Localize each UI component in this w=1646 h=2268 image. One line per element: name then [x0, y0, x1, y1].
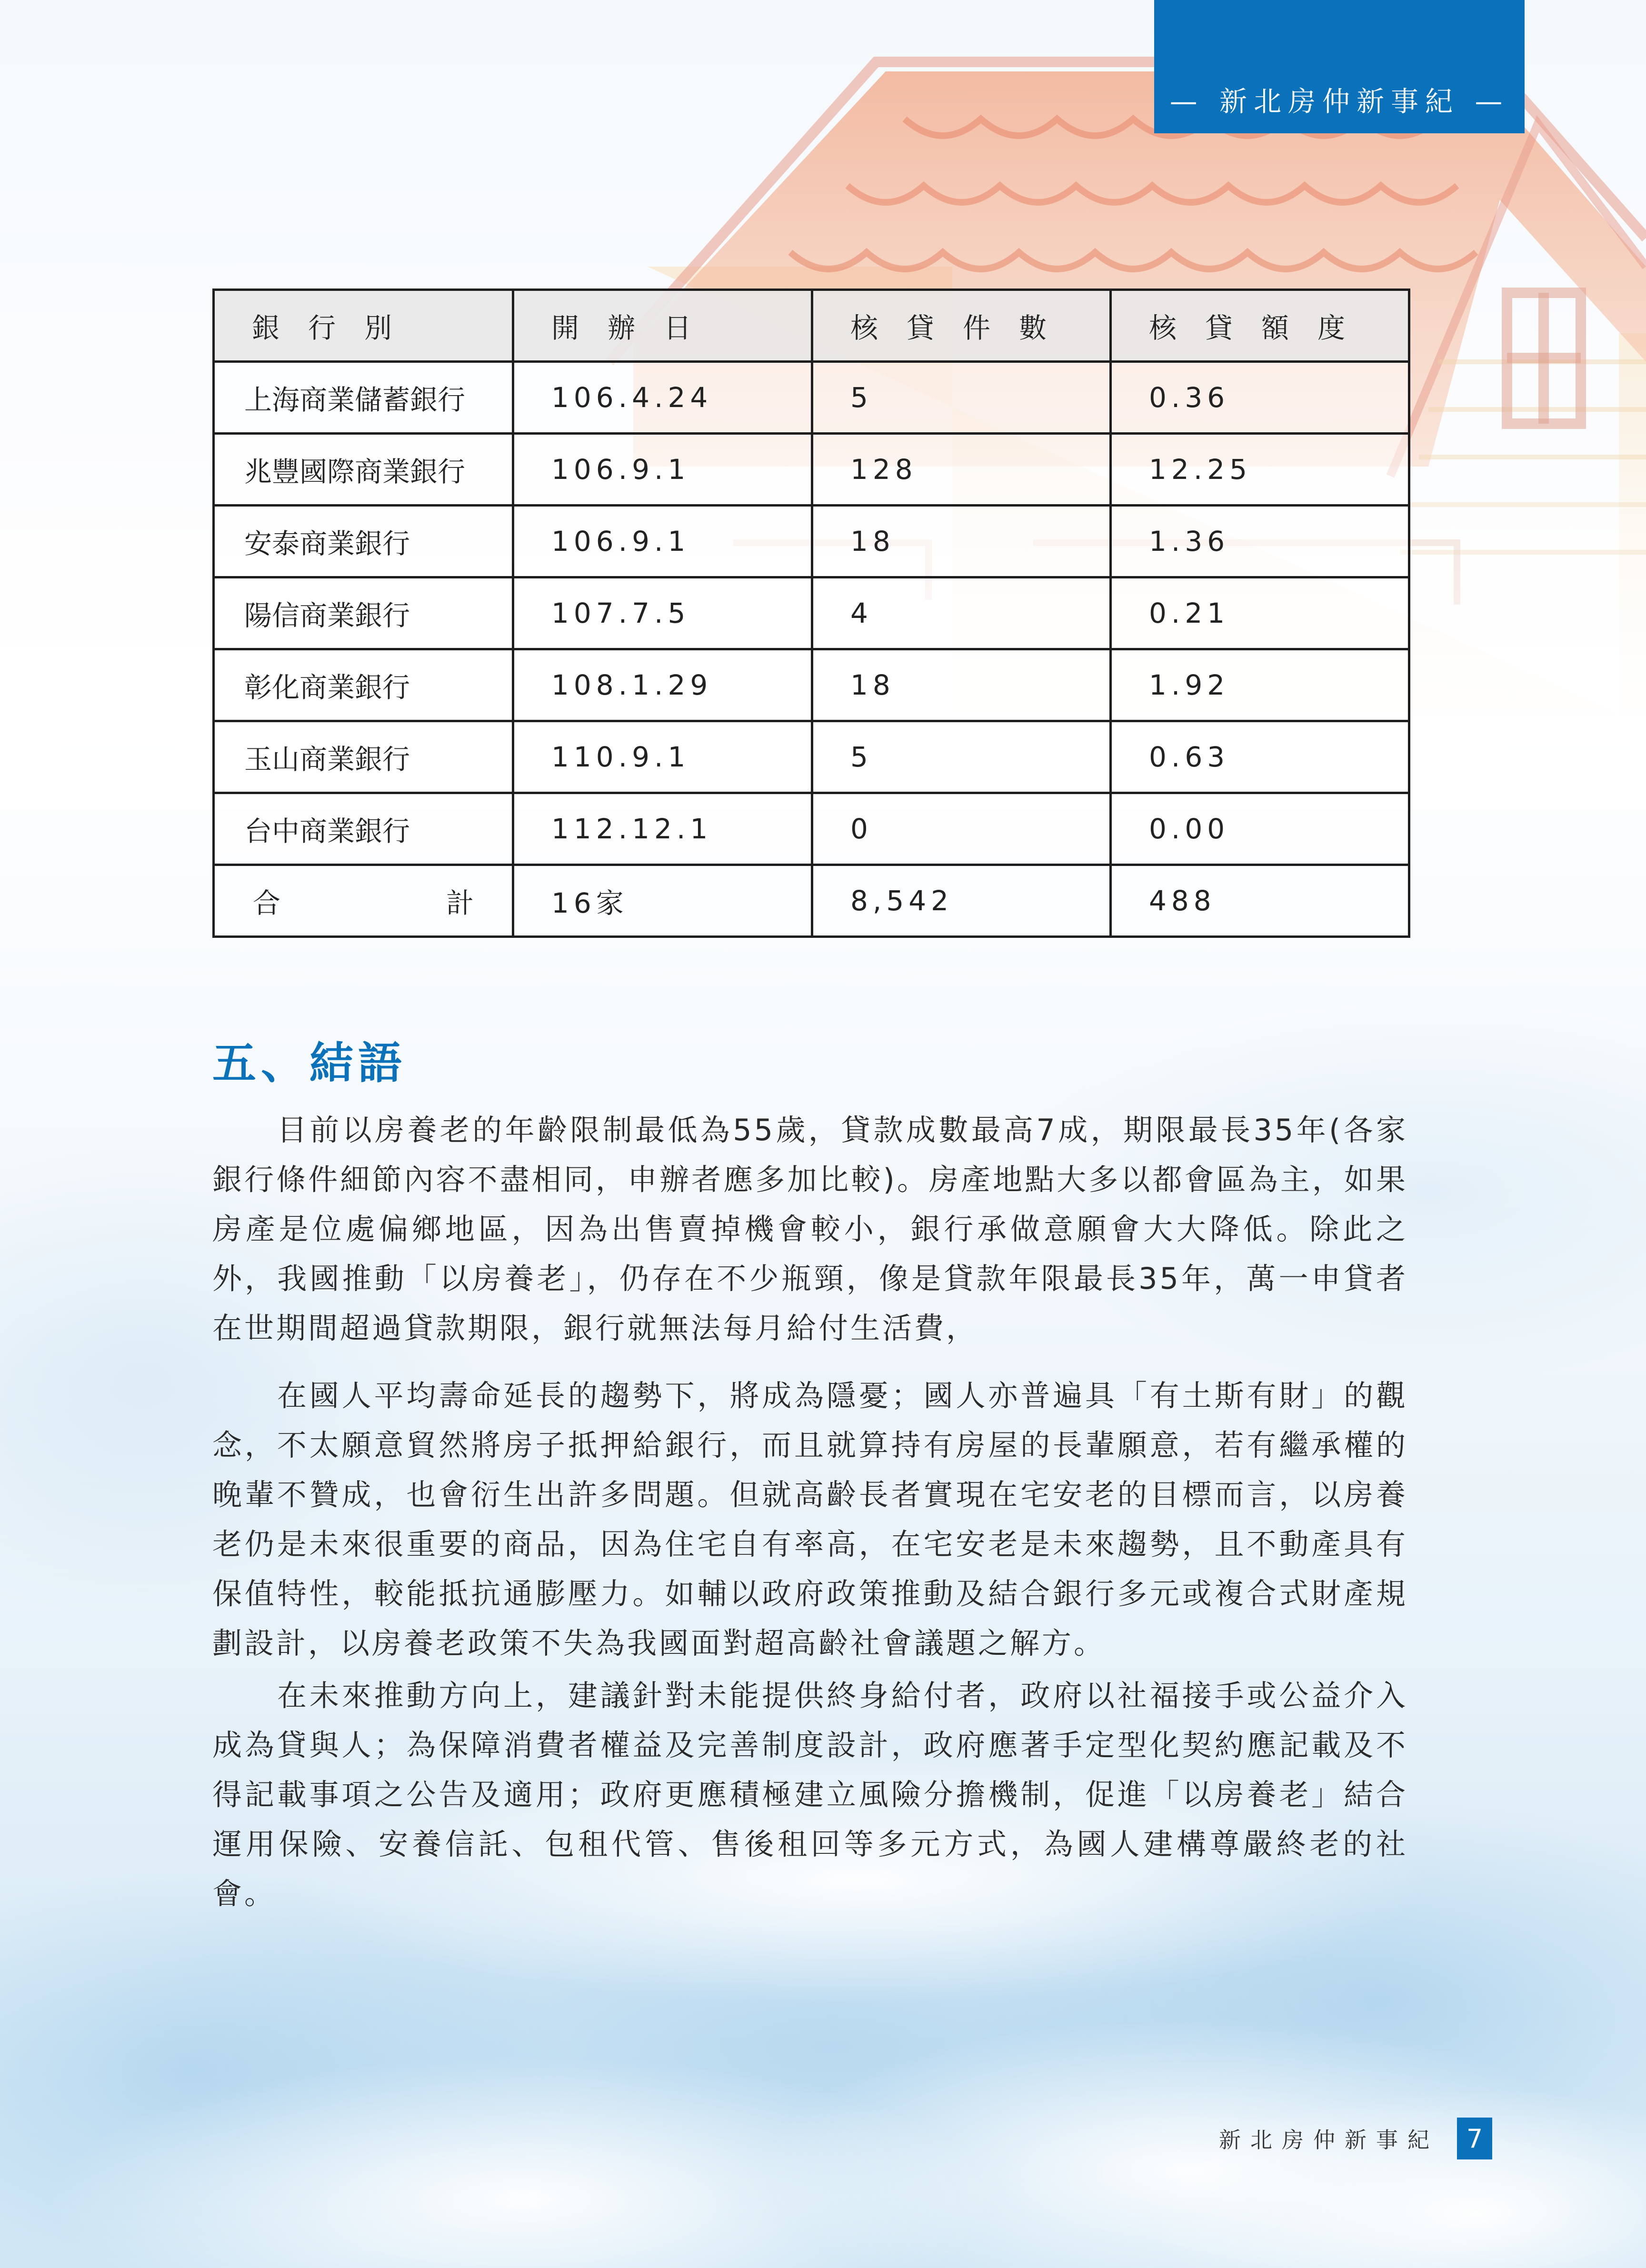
column-header: 銀行別 [214, 290, 513, 362]
loan-count-cell: 0 [812, 793, 1111, 865]
loan-count-cell: 5 [812, 721, 1111, 793]
start-date-cell: 107.7.5 [513, 577, 812, 649]
header-title: — 新北房仲新事紀 — [1169, 85, 1509, 118]
table-row [214, 577, 1409, 649]
loan-amount-cell: 1.36 [1111, 506, 1409, 577]
page-number: 7 [1457, 2118, 1492, 2159]
bank-name-cell: 彰化商業銀行 [214, 649, 513, 721]
column-header: 核貸額度 [1111, 290, 1409, 362]
table-row [214, 721, 1409, 793]
loan-amount-cell: 0.36 [1111, 362, 1409, 434]
total-label-second: 計 [446, 887, 474, 919]
table-total-row [214, 865, 1409, 937]
column-header: 核貸件數 [812, 290, 1111, 362]
loan-count-cell: 4 [812, 577, 1111, 649]
loan-amount-cell: 12.25 [1111, 434, 1409, 506]
total-bank-count-cell: 16家 [513, 865, 812, 937]
start-date-cell: 106.9.1 [513, 506, 812, 577]
table-row [214, 649, 1409, 721]
total-loan-amount-cell: 488 [1111, 865, 1409, 937]
paragraph: 在國人平均壽命延長的趨勢下，將成為隱憂；國人亦普遍具「有土斯有財」的觀念，不太願意貿然將房子抵押給銀行，而且就算持有房屋的長輩願意，若有繼承權的晚輩不贊成，也會衍生出許多問題。但就高齡長者實現在宅安老的目標而言，以房養老仍是未來很重要的商品，因為住宅自有率高，在宅安老是未來趨勢，且不動產具有保值特性，較能抵抗通膨壓力。如輔以政府政策推動及結合銀行多元或複合式財產規劃設計，以房養老政策不失為我國面對超高齡社會議題之解方。 [212, 1378, 1408, 1661]
table-row [214, 793, 1409, 865]
table-row [214, 434, 1409, 506]
loan-amount-cell: 0.00 [1111, 793, 1409, 865]
paragraph: 目前以房養老的年齡限制最低為55歲，貸款成數最高7成，期限最長35年(各家銀行條件細節內容不盡相同，申辦者應多加比較)。房產地點大多以都會區為主，如果房產是位處偏鄉地區，因為出售賣掉機會較小，銀行承做意願會大大降低。除此之外，我國推動「以房養老」，仍存在不少瓶頸，像是貸款年限最長35年，萬一申貸者在世期間超過貸款期限，銀行就無法每月給付生活費， [212, 1113, 1408, 1345]
start-date-cell: 108.1.29 [513, 649, 812, 721]
paragraph: 在未來推動方向上，建議針對未能提供終身給付者，政府以社福接手或公益介入成為貸與人；為保障消費者權益及完善制度設計，政府應著手定型化契約應記載及不得記載事項之公告及適用；政府更應積極建立風險分擔機制，促進「以房養老」結合運用保險、安養信託、包租代管、售後租回等多元方式，為國人建構尊嚴終老的社會。 [212, 1678, 1408, 1911]
loan-table [212, 288, 1410, 938]
start-date-cell: 112.12.1 [513, 793, 812, 865]
loan-count-cell: 5 [812, 362, 1111, 434]
loan-amount-cell: 0.21 [1111, 577, 1409, 649]
bank-name-cell: 兆豐國際商業銀行 [214, 434, 513, 506]
bank-name-cell: 安泰商業銀行 [214, 506, 513, 577]
column-header: 開辦日 [513, 290, 812, 362]
bank-name-cell: 台中商業銀行 [214, 793, 513, 865]
bank-name-cell: 陽信商業銀行 [214, 577, 513, 649]
table-row [214, 506, 1409, 577]
start-date-cell: 106.4.24 [513, 362, 812, 434]
loan-amount-cell: 0.63 [1111, 721, 1409, 793]
start-date-cell: 106.9.1 [513, 434, 812, 506]
loan-amount-cell: 1.92 [1111, 649, 1409, 721]
loan-count-cell: 18 [812, 506, 1111, 577]
page-footer [1219, 2118, 1492, 2159]
total-label-first: 合 [253, 887, 281, 919]
start-date-cell: 110.9.1 [513, 721, 812, 793]
table-header-row [214, 290, 1409, 362]
bank-name-cell: 玉山商業銀行 [214, 721, 513, 793]
table-row [214, 362, 1409, 434]
total-label-cell [214, 865, 513, 937]
bank-name-cell: 上海商業儲蓄銀行 [214, 362, 513, 434]
footer-title: 新北房仲新事紀 [1219, 2127, 1439, 2153]
total-loan-count-cell: 8,542 [812, 865, 1111, 937]
section-heading: 五、結語 [212, 1038, 407, 1089]
loan-count-cell: 128 [812, 434, 1111, 506]
loan-count-cell: 18 [812, 649, 1111, 721]
